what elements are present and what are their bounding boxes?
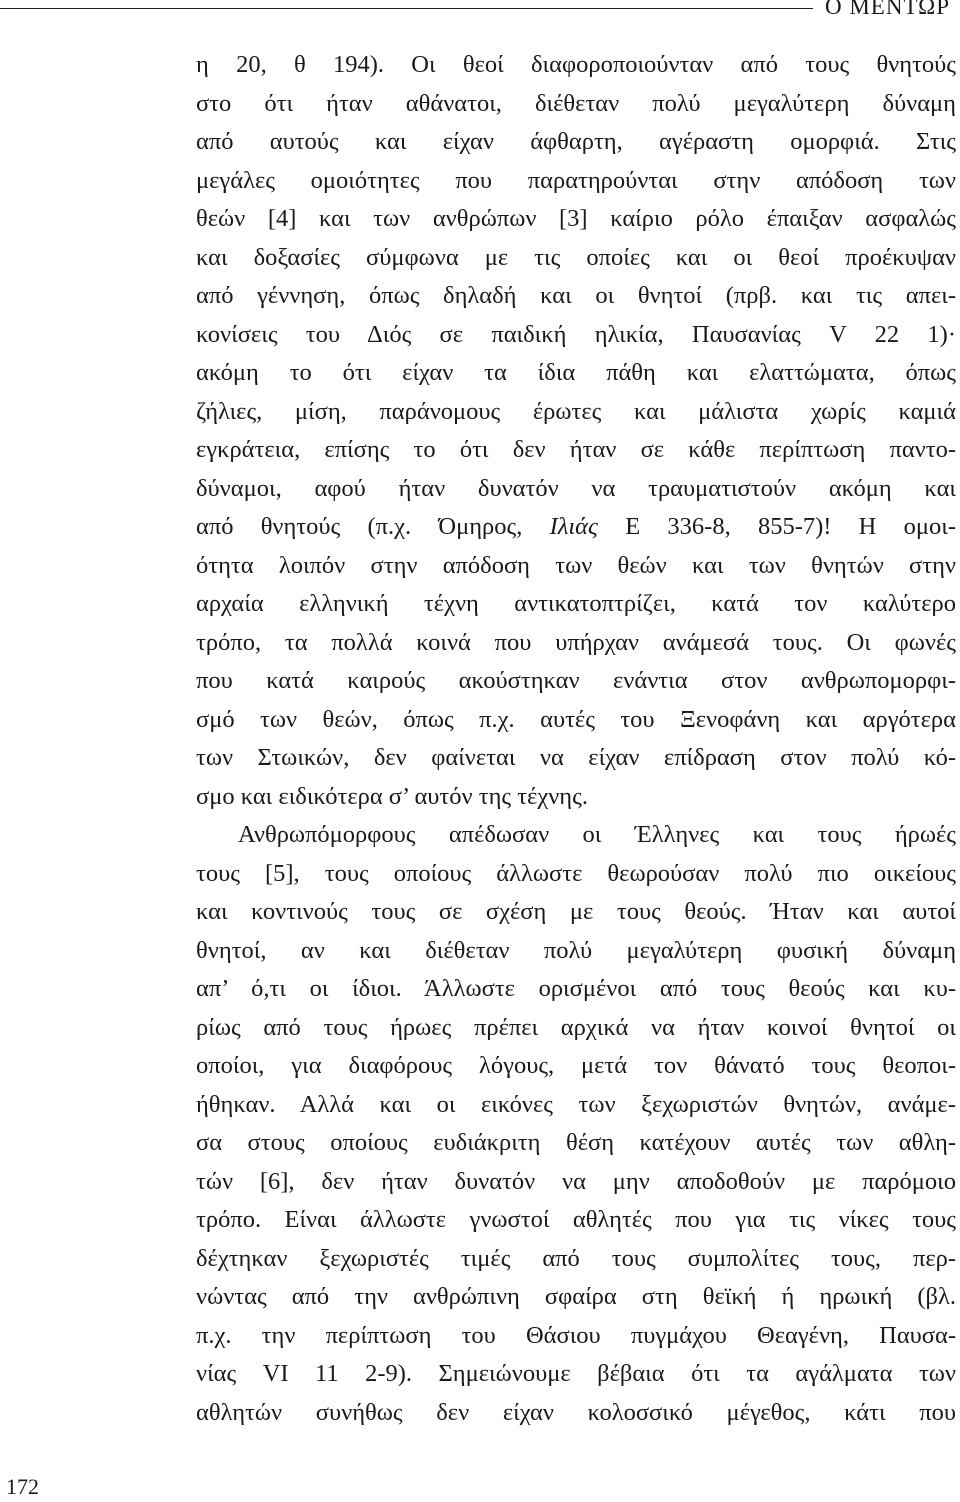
work-title: Ιλιάς [549, 513, 598, 540]
body-text [196, 46, 956, 1432]
text-line: ήθηκαν. Αλλά και οι εικόνες των ξεχωριστών θνητών, ανάμε- [196, 1090, 956, 1118]
text-line: δύναμοι, αφού ήταν δυνατόν να τραυματιστούν ακόμη και [196, 474, 956, 502]
text-line: η 20, θ 194). Οι θεοί διαφοροποιούνταν από τους θνητούς [196, 51, 956, 78]
text-line: και κοντινούς τους σε σχέση με τους θεούς. Ήταν και αυτοί [196, 898, 956, 925]
text-line: νίας VI 11 2-9). Σημειώνουμε βέβαια ότι τα αγάλματα των [196, 1360, 956, 1387]
text-line: τους [5], τους οποίους άλλωστε θεωρούσαν πολύ πιο οικείους [196, 859, 956, 887]
text-line: δέχτηκαν ξεχωριστές τιμές από τους συμπολίτες τους, περ- [196, 1244, 956, 1272]
text-line: π.χ. την περίπτωση του Θάσιου πυγμάχου Θεαγένη, Παυσα- [196, 1321, 956, 1349]
text-line: στο ότι ήταν αθάνατοι, διέθεταν πολύ μεγαλύτερη δύναμη [196, 89, 956, 117]
text-line: αθλητών συνήθως δεν είχαν κολοσσικό μέγεθος, κάτι που [196, 1398, 956, 1426]
text-line: ακόμη το ότι είχαν τα ίδια πάθη και ελαττώματα, όπως [196, 359, 956, 386]
text-line: κονίσεις του Διός σε παιδική ηλικία, Παυσανίας V 22 1)· [196, 320, 956, 348]
text-line: τρόπο. Είναι άλλωστε γνωστοί αθλητές που για τις νίκες τους [196, 1206, 956, 1233]
text-line: εγκράτεια, επίσης το ότι δεν ήταν σε κάθε περίπτωση παντο- [196, 436, 956, 463]
text-line: απ’ ό,τι οι ίδιοι. Άλλωστε ορισμένοι από τους θεούς και κυ- [196, 975, 956, 1002]
text-line: σμό των θεών, όπως π.χ. αυτές του Ξενοφάνη και αργότερα [196, 705, 956, 733]
text-line: ζήλιες, μίση, παράνομους έρωτες και μάλιστα χωρίς καμιά [196, 397, 956, 425]
page-number: 172 [6, 1474, 39, 1499]
text-line: οποίοι, για διαφόρους λόγους, μετά τον θάνατό τους θεοποι- [196, 1052, 956, 1079]
citation-text: Ε 336-8, 855-7)! Η ομοι- [597, 513, 956, 540]
text-line: θνητοί, αν και διέθεταν πολύ μεγαλύτερη φυσική δύναμη [196, 936, 956, 964]
text-line: που κατά καιρούς ακούστηκαν ενάντια στον ανθρωπομορφι- [196, 667, 956, 694]
text-line: σα στους οποίους ευδιάκριτη θέση κατέχουν αυτές των αθλη- [196, 1129, 956, 1156]
running-header: Ο ΜΕΝΤΩΡ [825, 0, 950, 19]
text-line: σμο και ειδικότερα σ’ αυτόν της τέχνης. [196, 782, 588, 810]
header-rule [0, 8, 813, 9]
text-line: ρίως από τους ήρωες πρέπει αρχικά να ήταν κοινοί θνητοί οι [196, 1013, 956, 1041]
text-line: και δοξασίες σύμφωνα με τις οποίες και οι θεοί προέκυψαν [196, 243, 956, 271]
text-line: μεγάλες ομοιότητες που παρατηρούνται στην απόδοση των [196, 166, 956, 194]
text-line: των Στωικών, δεν φαίνεται να είχαν επίδραση στον πολύ κό- [196, 744, 956, 771]
citation-text: από θνητούς (π.χ. Όμηρος, [196, 513, 550, 540]
text-line: από γέννηση, όπως δηλαδή και οι θνητοί (πρβ. και τις απει- [196, 282, 956, 309]
text-line: τρόπο, τα πολλά κοινά που υπήρχαν ανάμεσά τους. Οι φωνές [196, 628, 956, 656]
text-line: θεών [4] και των ανθρώπων [3] καίριο ρόλο έπαιξαν ασφαλώς [196, 205, 956, 232]
text-line: ότητα λοιπόν στην απόδοση των θεών και των θνητών στην [196, 551, 956, 579]
text-line: αρχαία ελληνική τέχνη αντικατοπτρίζει, κατά τον καλύτερο [196, 590, 956, 617]
text-line: από αυτούς και είχαν άφθαρτη, αγέραστη ομορφιά. Στις [196, 128, 956, 155]
text-line: νώντας από την ανθρώπινη σφαίρα στη θεϊκή ή ηρωική (βλ. [196, 1283, 956, 1310]
text-line: τών [6], δεν ήταν δυνατόν να μην αποδοθούν με παρόμοιο [196, 1167, 956, 1195]
text-line-with-citation [196, 508, 956, 547]
paragraph-first-line: Ανθρωπόμορφους απέδωσαν οι Έλληνες και τους ήρωές [238, 821, 956, 848]
